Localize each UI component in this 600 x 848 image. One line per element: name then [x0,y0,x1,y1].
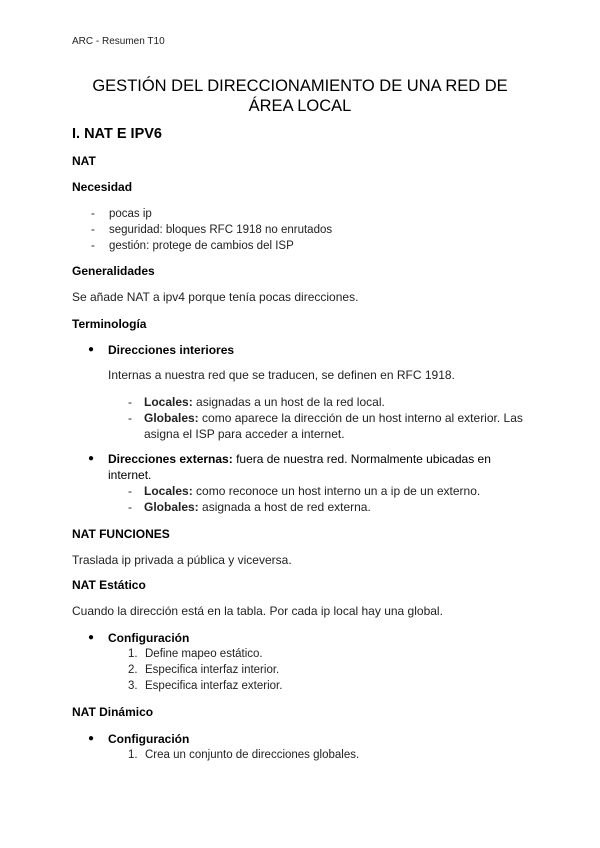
externas-text: fuera de nuestra red. Normalmente ubicadas en internet. [108,452,491,482]
step-text: Crea un conjunto de direcciones globales. [145,749,360,761]
bullet-configuracion-dinamico [88,731,528,747]
list-item [128,662,282,678]
list-item [128,747,359,763]
bullet-direcciones-interiores [88,342,528,358]
dash-marker: - [128,411,132,425]
config-label: Configuración [108,631,190,645]
heading-generalidades: Generalidades [72,264,155,278]
generalidades-text: Se añade NAT a ipv4 porque tenía pocas direcciones. [72,290,359,304]
heading-terminologia: Terminología [72,317,147,331]
page-header: ARC - Resumen T10 [72,36,165,47]
externas-sublist [128,483,538,515]
list-item [128,483,538,499]
dash-marker: - [128,484,132,498]
section-heading-nat-ipv6: I. NAT E IPV6 [72,126,162,142]
step-text: Define mapeo estático. [145,648,263,660]
number-marker: 3. [128,680,138,692]
bullet-icon: ● [88,632,95,643]
number-marker: 2. [128,664,138,676]
config-label: Configuración [108,732,190,746]
heading-nat-dinamico: NAT Dinámico [72,705,154,719]
title-line-2: ÁREA LOCAL [248,97,352,115]
dash-marker: - [128,500,132,514]
list-item: - pocas ip [88,206,332,222]
term-label: Globales: [144,411,199,425]
dinamico-steps [128,747,359,763]
term-text: como reconoce un host interno un a ip de un externo. [192,484,481,498]
dash-marker: - [128,395,132,409]
step-text: Especifica interfaz exterior. [145,680,283,692]
term-text: como aparece la dirección de un host interno al exterior. Las asigna el ISP para acceder a internet. [144,411,523,441]
list-item [128,499,538,515]
funciones-text: Traslada ip privada a pública y viceversa. [72,553,292,567]
list-item [128,410,538,442]
list-item: - gestión: protege de cambios del ISP [88,238,332,254]
bullet-icon: ● [88,733,95,744]
bullet-configuracion-estatico [88,630,528,646]
title-line-1: GESTIÓN DEL DIRECCIONAMIENTO DE UNA RED DE [92,77,508,95]
number-marker: 1. [128,749,138,761]
term-label: Globales: [144,500,199,514]
heading-nat-estatico: NAT Estático [72,578,146,592]
externas-label: Direcciones externas: [108,452,233,466]
step-text: Especifica interfaz interior. [145,664,280,676]
term-label: Locales: [144,395,193,409]
list-item: - seguridad: bloques RFC 1918 no enrutados [88,222,332,238]
interiores-label: Direcciones interiores [108,343,235,357]
interiores-sublist [128,394,538,442]
document-title [0,76,600,116]
term-label: Locales: [144,484,193,498]
interiores-desc: Internas a nuestra red que se traducen, se definen en RFC 1918. [108,368,455,382]
term-text: asignadas a un host de la red local. [192,395,385,409]
list-item [128,678,282,694]
list-item [128,646,282,662]
bullet-icon: ● [88,453,95,464]
term-text: asignada a host de red externa. [198,500,371,514]
bullet-icon: ● [88,344,95,355]
heading-nat-funciones: NAT FUNCIONES [72,527,170,541]
bullet-direcciones-externas [88,451,518,483]
heading-necesidad: Necesidad [72,180,133,194]
estatico-steps [128,646,282,694]
number-marker: 1. [128,648,138,660]
heading-nat: NAT [72,154,96,168]
necesidad-list [88,206,332,254]
estatico-text: Cuando la dirección está en la tabla. Por cada ip local hay una global. [72,604,443,618]
list-item [128,394,538,410]
